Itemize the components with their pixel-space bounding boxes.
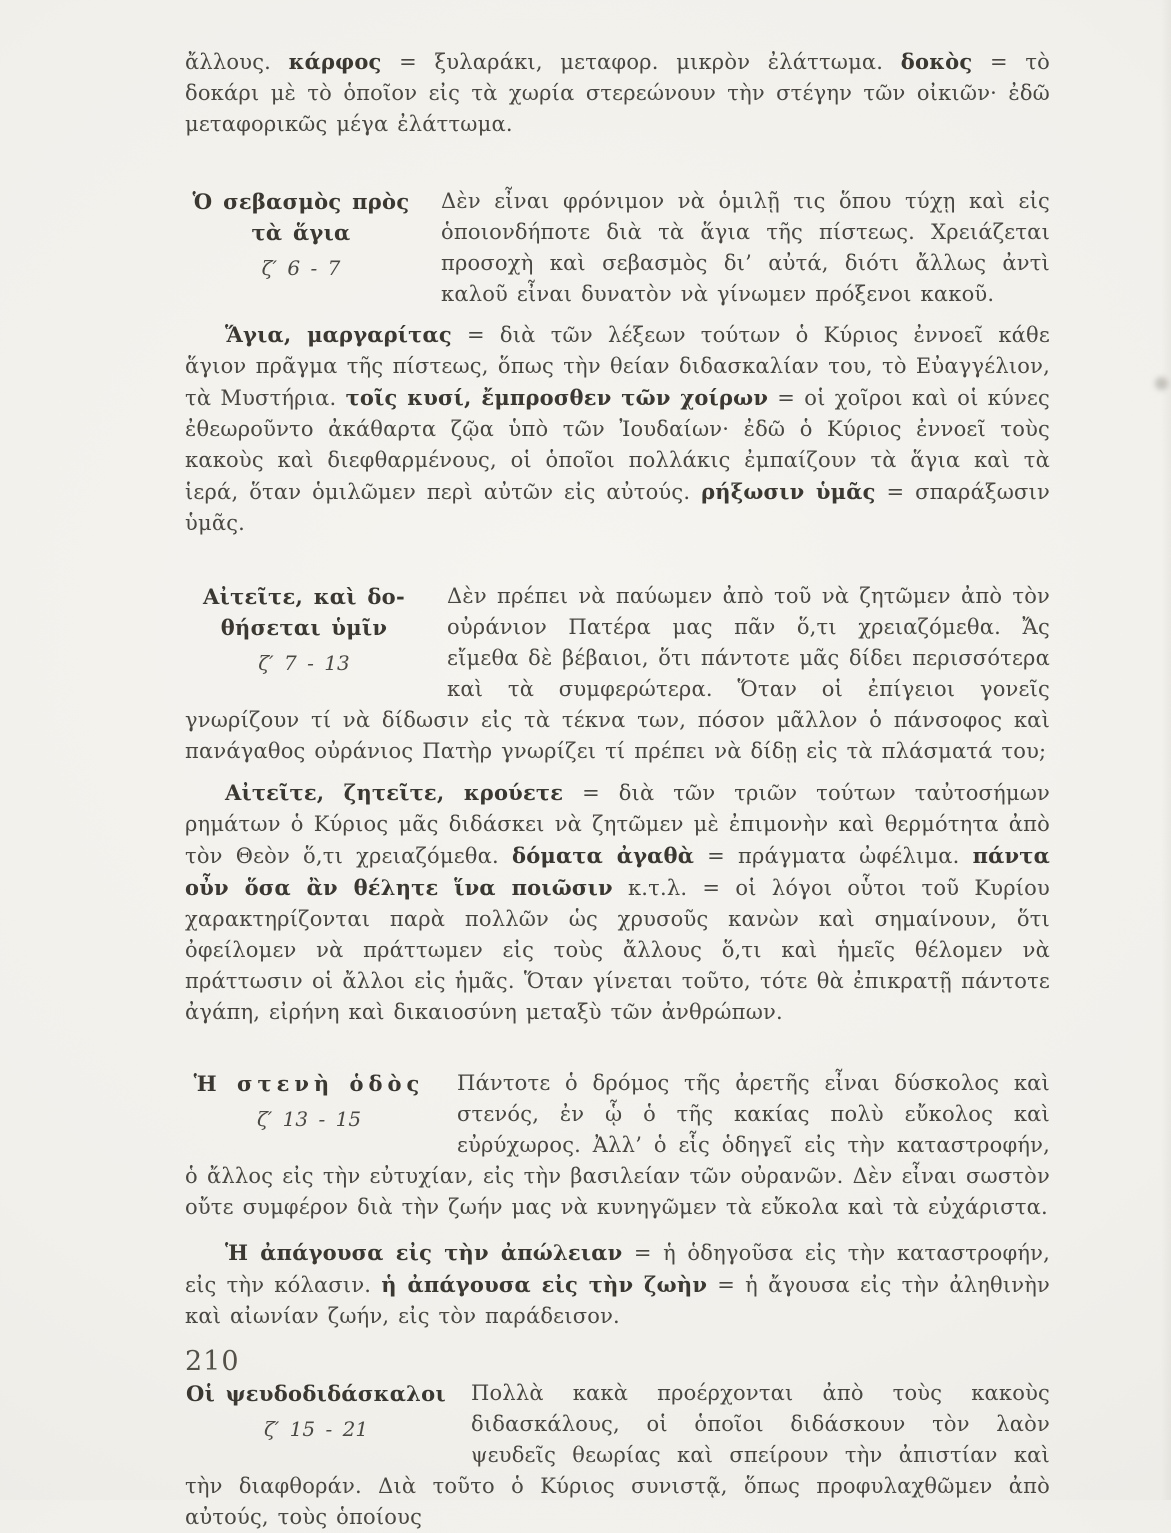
section-heading-block — [185, 581, 447, 705]
section-heading-block — [185, 1378, 471, 1471]
section-title-line: Ὁ σεβασμὸς πρὸς — [192, 189, 410, 214]
verse-reference: ζ′ 13 - 15 — [256, 1107, 362, 1131]
section-respect-for-holy — [185, 186, 1050, 310]
paragraph-apagousa: Ἡ ἀπάγουσα εἰς τὴν ἀπώλειαν = ἡ ὁδηγοῦσα εἰς τὴν καταστροφήν, εἰς τὴν κόλασιν. ἡ ἀπάγουσα εἰς τὴν ζωὴν = ἡ ἄγουσα εἰς τὴν ἀληθινὴν καὶ αἰωνίαν ζωήν, εἰς τὸν παράδεισον. — [185, 1240, 1050, 1328]
section-body: Πάντοτε ὁ δρόμος τῆς ἀρετῆς εἶναι δύσκολος καὶ στενός, ἐν ᾧ ὁ τῆς κακίας πολὺ εὔκολος καὶ εὐρύχωρος. Ἀλλ’ ὁ εἷς ὁδηγεῖ εἰς τὴν καταστροφήν, ὁ ἄλλος εἰς τὴν εὐτυχίαν, εἰς τὴν βασιλείαν τῶν οὐρανῶν. Δὲν εἶναι σωστὸν οὔτε συμφέρον διὰ τὴν ζωήν μας νὰ κυνηγῶμεν τὰ εὔκολα καὶ τὰ εὐχάριστα. — [185, 1071, 1050, 1219]
section-title-line: Ἡ στενὴ ὁδὸς — [193, 1071, 425, 1096]
section-title-line: Αἰτεῖτε, καὶ δο- — [203, 584, 405, 609]
page-edge-shadow — [1161, 0, 1171, 1500]
paragraph-aiteite-ziteite: Αἰτεῖτε, ζητεῖτε, κρούετε = διὰ τῶν τριῶν τούτων ταὐτοσήμων ρημάτων ὁ Κύριος μᾶς διδάσκει νὰ ζητῶμεν μὲ ἐπιμονὴν καὶ θερμότητα ἀπὸ τὸν Θεὸν ὅ,τι χρειαζόμεθα. δόματα ἀγαθὰ = πράγματα ὠφέλιμα. πάντα οὖν ὅσα ἂν θέλητε ἵνα ποιῶσιν κ.τ.λ. = οἱ λόγοι οὗτοι τοῦ Κυρίου χαρακτηρίζονται παρὰ πολλῶν ὡς χρυσοῦς κανὼν καὶ σημαίνουν, ὅτι ὀφείλομεν νὰ πράττωμεν εἰς τοὺς ἄλλους ὅ,τι καὶ ἡμεῖς θέλομεν νὰ πράττωσιν οἱ ἄλλοι εἰς ἡμᾶς. Ὅταν γίνεται τοῦτο, τότε θὰ ἐπικρατῇ πάντοτε ἀγάπη, εἰρήνη καὶ δικαιοσύνη μεταξὺ τῶν ἀνθρώπων. — [185, 780, 1050, 1024]
verse-reference: ζ′ 6 - 7 — [261, 256, 341, 280]
section-body: Πολλὰ κακὰ προέρχονται ἀπὸ τοὺς κακοὺς διδασκάλους, οἱ ὁποῖοι διδάσκουν τὸν λαὸν ψευδεῖς θεωρίας καὶ σπείρουν τὴν ἀπιστίαν καὶ τὴν διαφθοράν. Διὰ τοῦτο ὁ Κύριος συνιστᾷ, ὅπως προφυλαχθῶμεν ἀπὸ αὐτούς, τοὺς ὁποίους — [185, 1381, 1050, 1529]
section-false-teachers — [185, 1378, 1050, 1533]
page-number: 210 — [185, 1346, 240, 1377]
section-heading-block — [185, 1068, 457, 1161]
section-heading-block — [185, 186, 441, 310]
section-title-line: τὰ ἅγια — [251, 220, 351, 245]
section-body: Δὲν πρέπει νὰ παύωμεν ἀπὸ τοῦ νὰ ζητῶμεν ἀπὸ τὸν οὐράνιον Πατέρα μας πᾶν ὅ,τι χρειαζόμεθα. Ἄς εἴμεθα δὲ βέβαιοι, ὅτι πάντοτε μᾶς δίδει περισσότερα καὶ τὰ συμφερώτερα. Ὅταν οἱ ἐπίγειοι γονεῖς γνωρίζουν τί νὰ δίδωσιν εἰς τὰ τέκνα των, πόσον μᾶλλον ὁ πάνσοφος καὶ πανάγαθος οὐράνιος Πατὴρ γνωρίζει τί πρέπει νὰ δίδῃ εἰς τὰ πλάσματά του; — [185, 584, 1050, 763]
paragraph-karfos-dokos: ἄλλους. κάρφος = ξυλαράκι, μεταφορ. μικρὸν ἐλάττωμα. δοκὸς = τὸ δοκάρι μὲ τὸ ὁποῖον εἰς τὰ χωρία στερεώνουν τὴν στέγην τῶν οἰκιῶν· ἐδῶ μεταφορικῶς μέγα ἐλάττωμα. — [185, 49, 1050, 136]
paragraph-agia-margaritas: Ἅγια, μαργαρίτας = διὰ τῶν λέξεων τούτων ὁ Κύριος ἐννοεῖ κάθε ἅγιον πρᾶγμα τῆς πίστεως, ὅπως τὴν θείαν διδασκαλίαν του, τὸ Εὐαγγέλιον, τὰ Μυστήρια. τοῖς κυσί, ἔμπροσθεν τῶν χοίρων = οἱ χοῖροι καὶ οἱ κύνες ἐθεωροῦντο ἀκάθαρτα ζῷα ὑπὸ τῶν Ἰουδαίων· ἐδῶ ὁ Κύριος ἐννοεῖ τοὺς κακοὺς καὶ διεφθαρμένους, οἱ ὁποῖοι πολλάκις ἐμπαίζουν τὰ ἅγια καὶ τὰ ἱερά, ὅταν ὁμιλῶμεν περὶ αὐτῶν εἰς αὐτούς. ρήξωσιν ὑμᾶς = σπαράξωσιν ὑμᾶς. — [185, 322, 1050, 535]
section-title-line: Οἱ ψευδοδιδάσκαλοι — [186, 1381, 446, 1406]
section-ask-and-it-shall-be-given — [185, 581, 1050, 767]
section-title-line: θήσεται ὑμῖν — [220, 615, 388, 640]
verse-reference: ζ′ 15 - 21 — [263, 1417, 369, 1441]
section-narrow-way — [185, 1068, 1050, 1223]
section-body: Δὲν εἶναι φρόνιμον νὰ ὁμιλῇ τις ὅπου τύχῃ καὶ εἰς ὁποιονδήποτε διὰ τὰ ἅγια τῆς πίστεως. Χρειάζεται προσοχὴ καὶ σεβασμὸς δι’ αὐτά, διότι ἄλλως ἀντὶ καλοῦ εἶναι δυνατὸν νὰ γίνωμεν πρόξενοι κακοῦ. — [441, 189, 1050, 306]
verse-reference: ζ′ 7 - 13 — [258, 651, 350, 675]
